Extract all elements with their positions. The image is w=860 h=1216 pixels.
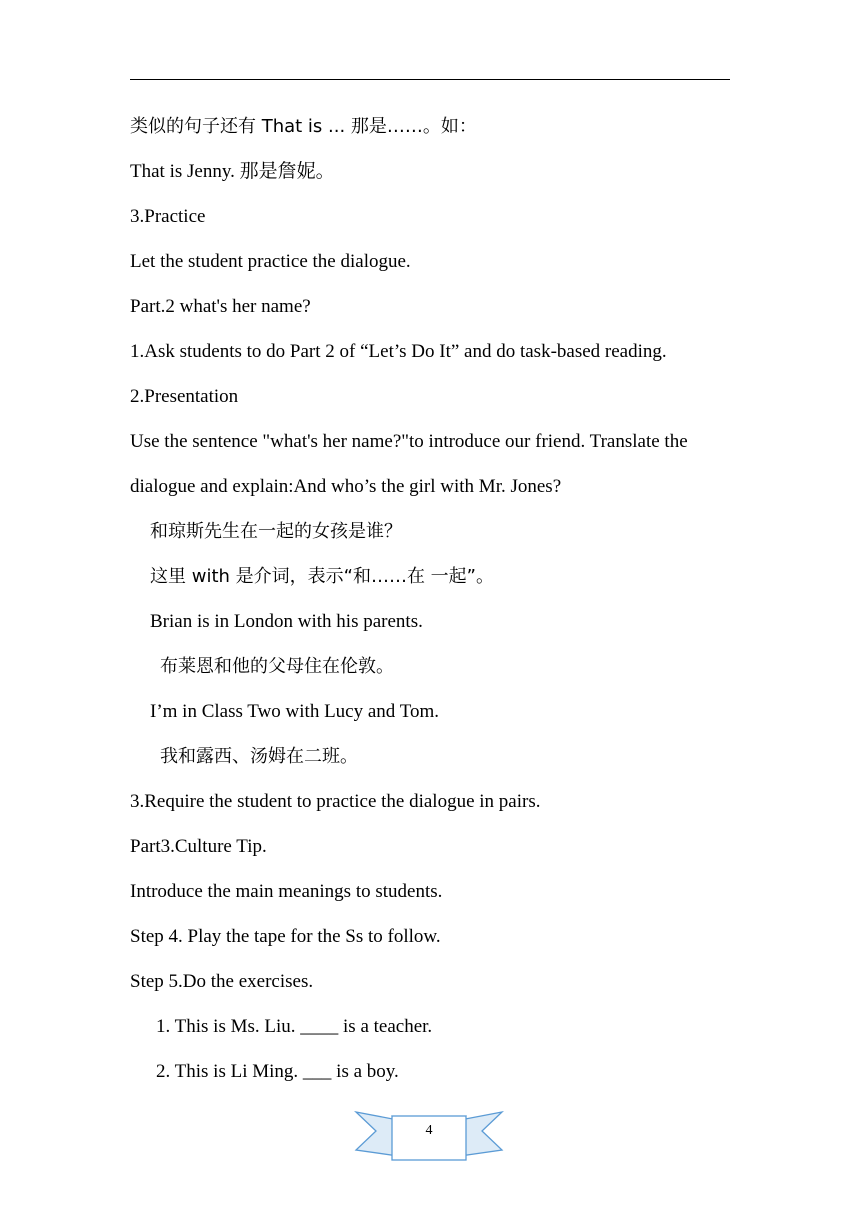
text-line: Brian is in London with his parents. — [150, 611, 423, 632]
text-line: Use the sentence "what's her name?"to introduce our friend. Translate the — [130, 431, 688, 452]
text-line: Introduce the main meanings to students. — [130, 881, 443, 902]
text-line: 类似的句子还有 That is ... 那是……。如： — [130, 116, 477, 137]
text-line: Step 4. Play the tape for the Ss to follow. — [130, 926, 441, 947]
text-line: 1.Ask students to do Part 2 of “Let’s Do It” and do task-based reading. — [130, 341, 667, 362]
exercise-item: 1. This is Ms. Liu. ____ is a teacher. — [156, 1016, 433, 1037]
text-line: 2.Presentation — [130, 386, 239, 407]
text-line: Let the student practice the dialogue. — [130, 251, 411, 272]
text-line: 3.Require the student to practice the dialogue in pairs. — [130, 791, 541, 812]
text-line: 这里 with 是介词，表示“和……在 一起”。 — [150, 566, 495, 587]
text-line: That is Jenny. 那是詹妮。 — [130, 161, 335, 182]
page-number: 4 — [425, 1123, 433, 1138]
text-line: dialogue and explain:And who’s the girl with Mr. Jones? — [130, 476, 562, 497]
page-footer-ribbon — [354, 1104, 504, 1164]
text-line: 我和露西、汤姆在二班。 — [160, 746, 358, 767]
text-line: 3.Practice — [130, 206, 206, 227]
exercise-item: 2. This is Li Ming. ___ is a boy. — [156, 1061, 399, 1082]
text-line: Step 5.Do the exercises. — [130, 971, 314, 992]
header-rule — [130, 79, 730, 80]
text-line: 和琼斯先生在一起的女孩是谁？ — [150, 521, 402, 542]
text-line: Part.2 what's her name? — [130, 296, 311, 317]
text-line: 布莱恩和他的父母住在伦敦。 — [160, 656, 394, 677]
text-line: Part3.Culture Tip. — [130, 836, 267, 857]
text-line: I’m in Class Two with Lucy and Tom. — [150, 701, 440, 722]
